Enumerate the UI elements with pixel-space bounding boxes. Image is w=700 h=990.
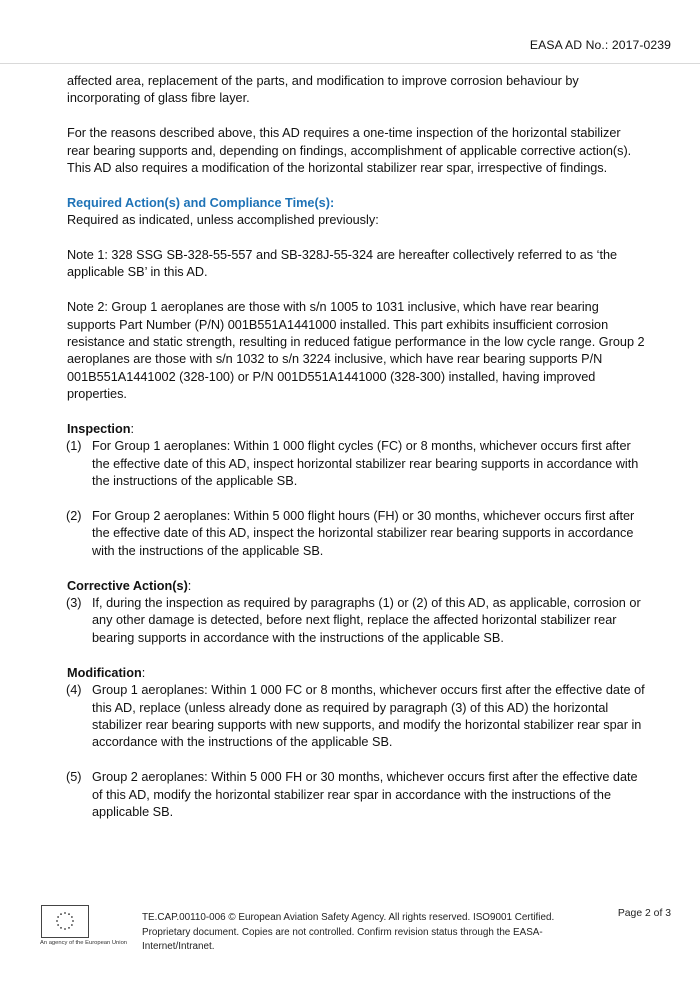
item-text: Group 1 aeroplanes: Within 1 000 FC or 8 months, whichever occurs first after the effective date of this AD, replace (unless already done as required by paragraph (3) of this AD) the horizontal stabilizer rear bearing supports with new supports, and modify the horizontal stabilizer rear spar in accordance with the instructions of the applicable SB. bbox=[92, 683, 645, 750]
item-number: (3) bbox=[66, 596, 82, 611]
item-number: (1) bbox=[66, 439, 82, 454]
corrective-heading-colon: : bbox=[187, 578, 192, 593]
item-number: (2) bbox=[66, 509, 82, 524]
note-1: Note 1: 328 SSG SB-328-55-557 and SB-328J-55-324 are hereafter collectively referred to as ‘the applicable SB’ in this AD. bbox=[67, 248, 618, 280]
paragraph-item bbox=[67, 595, 645, 647]
agency-caption: An agency of the European Union bbox=[40, 940, 128, 946]
footer-line-2: Proprietary document. Copies are not controlled. Confirm revision status through the EASA-Internet/Intranet. bbox=[142, 926, 543, 952]
modification-heading-colon: : bbox=[141, 665, 146, 680]
item-number: (4) bbox=[66, 683, 82, 698]
paragraph-item bbox=[67, 769, 645, 821]
item-text: For Group 1 aeroplanes: Within 1 000 flight cycles (FC) or 8 months, whichever occurs first after the effective date of this AD, inspect horizontal stabilizer rear bearing supports in accordance with the instructions of the applicable SB. bbox=[92, 439, 639, 489]
item-number: (5) bbox=[66, 770, 82, 785]
required-actions-heading: Required Action(s) and Compliance Time(s): bbox=[67, 195, 335, 210]
inspection-heading-colon: : bbox=[130, 422, 134, 437]
corrective-heading: Corrective Action(s) bbox=[67, 578, 188, 593]
item-text: For Group 2 aeroplanes: Within 5 000 flight hours (FH) or 30 months, whichever occurs first after the effective date of this AD, inspect the horizontal stabilizer rear bearing supports in accordance with the instructions of the applicable SB. bbox=[92, 509, 635, 558]
footer-line-1: TE.CAP.00110-006 © European Aviation Safety Agency. All rights reserved. ISO9001 Certified. bbox=[142, 912, 555, 923]
ad-reference: EASA AD No.: 2017-0239 bbox=[529, 38, 671, 52]
modification-heading: Modification bbox=[67, 665, 142, 680]
note-2: Note 2: Group 1 aeroplanes are those with s/n 1005 to 1031 inclusive, which have rear bearing supports Part Number (P/N) 001B551A1441000 installed. This part exhibits insufficient corrosion resistance and static strength, resulting in reduced fatigue performance in the low cycle range. Group 2 aeroplanes are those with s/n 1032 to s/n 3224 inclusive, which have rear bearing supports P/N 001B551A1441002 (328-100) or P/N 001D551A1441000 (328-300) installed, having improved properties. bbox=[67, 300, 645, 402]
paragraph-item bbox=[67, 682, 645, 752]
inspection-section-title bbox=[67, 421, 645, 438]
required-actions-intro: Required as indicated, unless accomplished previously: bbox=[67, 213, 379, 228]
document-body bbox=[67, 73, 645, 821]
item-text: Group 2 aeroplanes: Within 5 000 FH or 30 months, whichever occurs first after the effective date of this AD, modify the horizontal stabilizer rear spar in accordance with the instructions of the applicable SB. bbox=[92, 770, 638, 819]
paragraph-item bbox=[67, 508, 645, 560]
corrective-section-title bbox=[67, 578, 645, 595]
page-number: Page 2 of 3 bbox=[617, 908, 671, 919]
paragraph-item bbox=[67, 438, 645, 490]
footer-legal-text bbox=[142, 911, 602, 955]
modification-section-title bbox=[67, 665, 645, 682]
eu-flag-logo-icon bbox=[41, 905, 89, 938]
item-text: If, during the inspection as required by paragraphs (1) or (2) of this AD, as applicable, corrosion or any other damage is detected, before next flight, replace the affected horizontal stabilizer rear bearing supports in accordance with the instructions of the applicable SB. bbox=[92, 596, 641, 645]
inspection-heading: Inspection bbox=[67, 422, 131, 437]
reasons-paragraph: For the reasons described above, this AD requires a one-time inspection of the horizontal stabilizer rear bearing supports and, depending on findings, accomplishment of applicable corrective action(s). This AD also requires a modification of the horizontal stabilizer rear spar, irrespective of findings. bbox=[67, 126, 632, 176]
header-divider bbox=[0, 63, 700, 64]
intro-continued-paragraph: affected area, replacement of the parts, and modification to improve corrosion behaviour by incorporating of glass fibre layer. bbox=[67, 74, 579, 106]
